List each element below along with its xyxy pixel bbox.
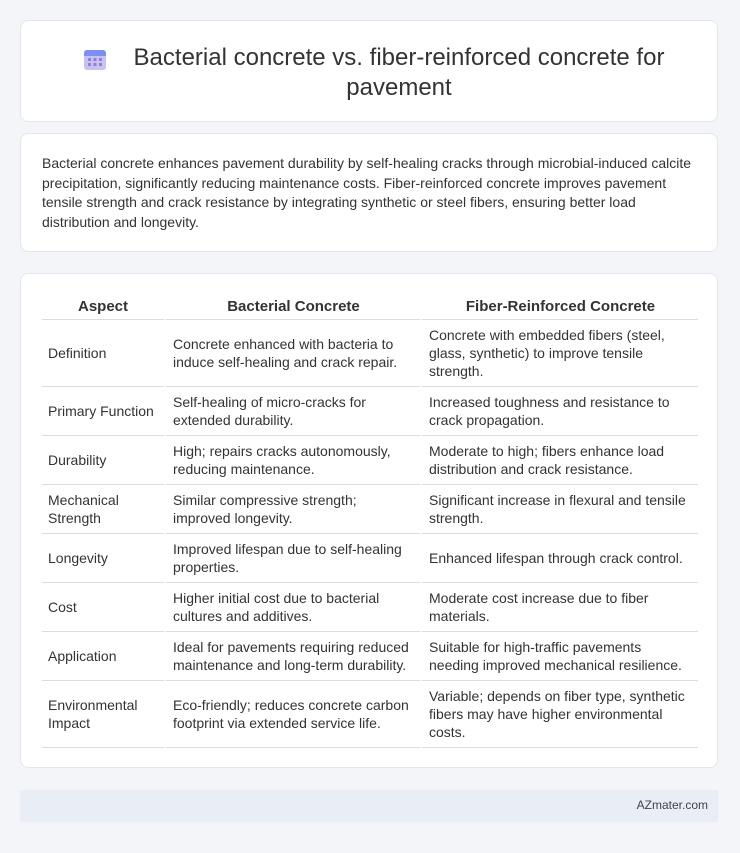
comparison-table	[42, 295, 698, 748]
cell-bacterial: Similar compressive strength; improved longevity.	[164, 485, 420, 534]
cell-fiber: Enhanced lifespan through crack control.	[420, 534, 698, 583]
title-card	[20, 20, 718, 122]
intro-text: Bacterial concrete enhances pavement durability by self-healing cracks through microbial-induced calcite precipitation, significantly reducing maintenance costs. Fiber-reinforced concrete improves pavement tensile strength and crack resistance by integrating synthetic or steel fibers, ensuring better load distribution and longevity.	[42, 155, 692, 230]
cell-fiber: Moderate to high; fibers enhance load distribution and crack resistance.	[420, 436, 698, 485]
footer-brand[interactable]: AZmater.com	[636, 798, 708, 812]
cell-aspect: Durability	[42, 436, 164, 485]
cell-bacterial: Eco-friendly; reduces concrete carbon footprint via extended service life.	[164, 681, 420, 748]
cell-aspect: Definition	[42, 320, 164, 387]
header-fiber: Fiber-Reinforced Concrete	[420, 295, 698, 320]
table-row	[42, 534, 698, 583]
cell-aspect: Environmental Impact	[42, 681, 164, 748]
cell-bacterial: Improved lifespan due to self-healing properties.	[164, 534, 420, 583]
header-bacterial: Bacterial Concrete	[164, 295, 420, 320]
header-aspect: Aspect	[42, 295, 164, 320]
comparison-table-card	[20, 273, 718, 768]
table-row	[42, 387, 698, 436]
cell-fiber: Increased toughness and resistance to crack propagation.	[420, 387, 698, 436]
table-row	[42, 320, 698, 387]
table-row	[42, 681, 698, 748]
table-row	[42, 583, 698, 632]
cell-aspect: Primary Function	[42, 387, 164, 436]
cell-bacterial: Concrete enhanced with bacteria to induce self-healing and crack repair.	[164, 320, 420, 387]
table-row	[42, 632, 698, 681]
calendar-icon	[83, 47, 107, 71]
cell-fiber: Significant increase in flexural and tensile strength.	[420, 485, 698, 534]
cell-fiber: Moderate cost increase due to fiber materials.	[420, 583, 698, 632]
table-row	[42, 485, 698, 534]
cell-bacterial: High; repairs cracks autonomously, reducing maintenance.	[164, 436, 420, 485]
cell-bacterial: Self-healing of micro-cracks for extended durability.	[164, 387, 420, 436]
table-header-row	[42, 295, 698, 320]
cell-aspect: Mechanical Strength	[42, 485, 164, 534]
cell-aspect: Longevity	[42, 534, 164, 583]
cell-aspect: Cost	[42, 583, 164, 632]
cell-fiber: Variable; depends on fiber type, synthetic fibers may have higher environmental costs.	[420, 681, 698, 748]
page-title: Bacterial concrete vs. fiber-reinforced concrete for pavement	[133, 44, 665, 101]
cell-fiber: Suitable for high-traffic pavements needing improved mechanical resilience.	[420, 632, 698, 681]
footer-bar	[20, 790, 718, 822]
cell-aspect: Application	[42, 632, 164, 681]
cell-fiber: Concrete with embedded fibers (steel, glass, synthetic) to improve tensile strength.	[420, 320, 698, 387]
cell-bacterial: Higher initial cost due to bacterial cultures and additives.	[164, 583, 420, 632]
intro-card	[20, 133, 718, 252]
table-row	[42, 436, 698, 485]
cell-bacterial: Ideal for pavements requiring reduced maintenance and long-term durability.	[164, 632, 420, 681]
